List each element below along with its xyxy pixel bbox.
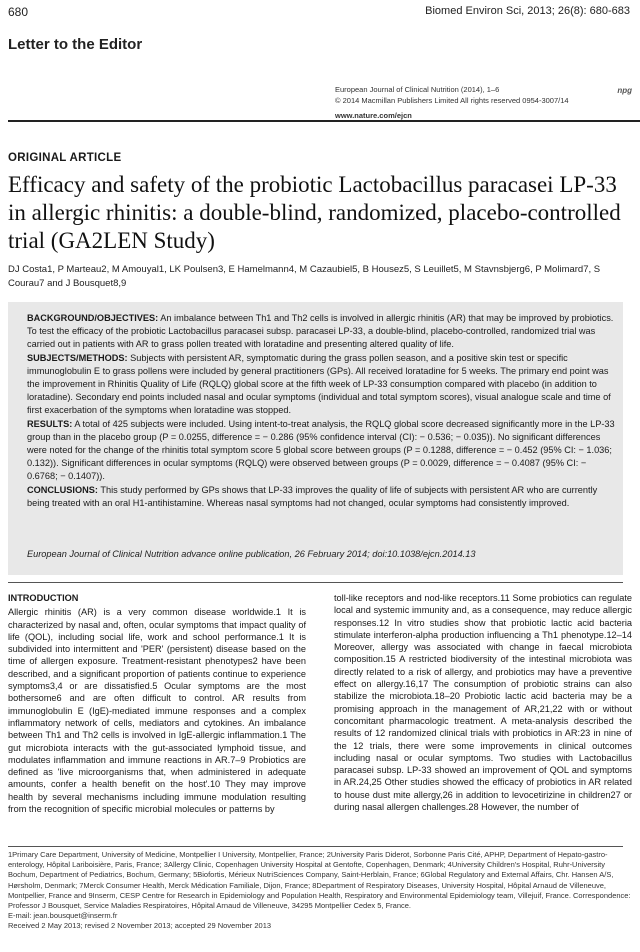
body-column-right (334, 592, 632, 813)
abstract-rule (8, 582, 623, 583)
section-heading: Letter to the Editor (8, 36, 143, 53)
journal-reference: Biomed Environ Sci, 2013; 26(8): 680-683 (425, 5, 630, 17)
reprint-journal-line: European Journal of Clinical Nutrition (2014), 1–6 (335, 85, 500, 94)
footnotes (8, 850, 634, 932)
affiliations: 1Primary Care Department, University of Medicine, Montpellier I University, Montpellier, France; 2University Paris Diderot, Sorbonne Paris Cité, APHP, Department of Hepato-gastro-enterology, Hôpital Lariboisière, Paris, France; 3Allergy Clinic, Copenhagen University Hospital at Gentofte, Copenhagen, Denmark; 4University Children's Hospital, Ruhr-University Bochum, Department of Pediatrics, Bochum, Germany; 5Biofortis, Mérieux NutriSciences Company, Saint-Herblain, France; 6Global Regulatory and External Affairs, Chr. Hansen A/S, Hørsholm, Denmark; 7Merck Consumer Health, Merck Médication Familiale, Dijon, France; 8Department of Respiratory Diseases, University Hospital, Hôpital Arnaud de Villeneuve, Montpellier, France and 9Inserm, CESP Centre for Research in Epidemiology and Population Health, Respiratory and Environmental Epidemiology team, Villejuif, France. Correspondence: Professor J Bousquet, Service Maladies Respiratoires, Hôpital Arnaud de Villeneuve, 34295 Montpellier Cedex 5, France. (8, 850, 631, 911)
author-list: DJ Costa1, P Marteau2, M Amouyal1, LK Poulsen3, E Hamelmann4, M Cazaubiel5, B Housez5, S Leuillet5, M Stavnsbjerg6, P Molimard7, S Courau7 and J Bousquet8,9 (8, 264, 601, 289)
background-label: BACKGROUND/OBJECTIVES: (27, 313, 159, 323)
page-number: 680 (8, 5, 29, 19)
article-section: ORIGINAL ARTICLE (8, 152, 122, 164)
background-text: An imbalance between Th1 and Th2 cells is involved in allergic rhinitis (AR) that may be improved by probiotics. To test the efficacy of the probiotic Lactobacillus paracasei subsp. paracasei LP-33, a double-blind, placebo-controlled, randomized trial was carried out in patients with AR to grass pollen treated with loratadine and presenting altered quality of life. (27, 313, 614, 350)
publisher-logo: npg (617, 86, 632, 95)
results-text: A total of 425 subjects were included. Using intent-to-treat analysis, the RQLQ global score decreased significantly more in the LP-33 group than in the placebo group (P = 0.0255, difference = − 0.286 (95% confidence interval (CI): − 0.536; − 0.035)). No significant differences were noted for the change of the rhinitis total symptom score 5 global score between groups (P = 0.1288, difference = − 0.452 (95% CI: − 1.036; 0.132)). Significant differences in ocular symptoms (RQLQ) were observed between groups (P = 0.0029, difference = − 0.4087 (95% CI: − 0.6768; − 0.1407)). (27, 418, 615, 482)
results-label: RESULTS: (27, 418, 73, 429)
article-title: Efficacy and safety of the probiotic Lactobacillus paracasei LP-33 in allergic rhinitis: a double-blind, randomized, placebo-controlled trial (GA2LEN Study) (8, 172, 621, 253)
reprint-info (335, 84, 569, 121)
methods-label: SUBJECTS/METHODS: (27, 352, 128, 363)
article-citation: European Journal of Clinical Nutrition advance online publication, 26 February 2014; doi:10.1038/ejcn.2014.13 (27, 549, 476, 559)
introduction-text-right: toll-like receptors and nod-like receptors.11 Some probiotics can regulate local and systemic immunity and, as a consequence, may reduce allergic responses.12 In vitro studies show that probiotic lactic acid bacteria stimulate interferon-alpha production influencing a Th1 phenotype.12–14 Moreover, allergy was associated with change in faecal microbiota composition.15 A restricted biodiversity of the intestinal microbiota was directly related to a risk of allergy, and probiotics may have a preventive effect on allergy.16,17 The consumption of probiotic strains can also stabilize the microbiota.18–20 Probiotic lactic acid bacteria may be a promising approach in the management of AR,21,22 with or without concomitant pharmacologic treatment. A meta-analysis described the results of 12 randomized clinical trials with probiotics in AR:23 in nine of the 12 trials, there were some improvements in clinical outcomes including nasal or ocular symptoms. Two studies with Lactobacillus paracasei subsp. LP-33 showed an improvement of QOL and symptoms in AR.24,25 Other studies showed the efficacy of probiotics in AR related to house dust mite allergy,26 in addition to levocetirizine in children27 or during nasal allergen challenges.28 However, the number of (334, 593, 632, 813)
conclusions-label: CONCLUSIONS: (27, 484, 98, 495)
conclusions-text: This study performed by GPs shows that LP-33 improves the quality of life of subjects with persistent AR who are currently being treated with an oral H1-antihistamine. Whereas nasal symptoms had not changed, ocular symptoms had consistently improved. (27, 484, 598, 508)
introduction-text-left: Allergic rhinitis (AR) is a very common disease worldwide.1 It is characterized by nasal and, often, ocular symptoms that impact quality of life (QOL), including social life, work and school performance.1 It is subdivided into intermittent and 'PER' (persistent) disease based on the time of allergen exposure. Treatment-resistant phenotypes2 have been described, and a significant proportion of patients continue to experience symptoms3,4 or are dissatisfied.5 Ocular symptoms are the most bothersome6 and are often difficult to control. AR results from immunoglobulin E (IgE)-mediated immune responses and a complex inflammatory network of cells, mediators and cytokines. An imbalance between Th1 and Th2 cells is involved in IgE-allergic inflammation.1 The gut microbiota interacts with the gut-associated lymphoid tissue, and modulates inflammation and immune reactions in AR.7–9 Probiotics are defined as 'live microorganisms that, when administered in adequate amounts, confer a health benefit on the host'.10 They may improve health by several mechanisms including immune modulation resulting from the recognition of specific microbial molecules or patterns by (8, 607, 306, 815)
introduction-heading: INTRODUCTION (8, 593, 79, 603)
body-column-left (8, 592, 306, 815)
journal-url[interactable]: www.nature.com/ejcn (335, 111, 412, 120)
footnote-rule (8, 846, 623, 847)
methods-text: Subjects with persistent AR, symptomatic during the grass pollen season, and a positive skin test or specific immunoglobulin E to grass pollens were included by general practitioners (GPs). All received loratadine for 5 weeks. The primary end point was the improvement in Rhinitis Quality of Life (RQLQ) global score at the fifth week of LP-33 consumption compared with placebo (in addition to loratadine). Secondary end points included nasal and ocular symptoms (individual and total symptom scores), visual analogue scale and time of first exacerbation of the symptoms when loratadine was stopped. (27, 352, 611, 416)
header-rule (8, 120, 640, 122)
received-dates: Received 2 May 2013; revised 2 November 2013; accepted 29 November 2013 (8, 921, 272, 931)
abstract (27, 312, 615, 510)
reprint-copyright-line: © 2014 Macmillan Publishers Limited All rights reserved 0954-3007/14 (335, 96, 569, 105)
correspondence-email[interactable]: E-mail: jean.bousquet@inserm.fr (8, 911, 118, 921)
